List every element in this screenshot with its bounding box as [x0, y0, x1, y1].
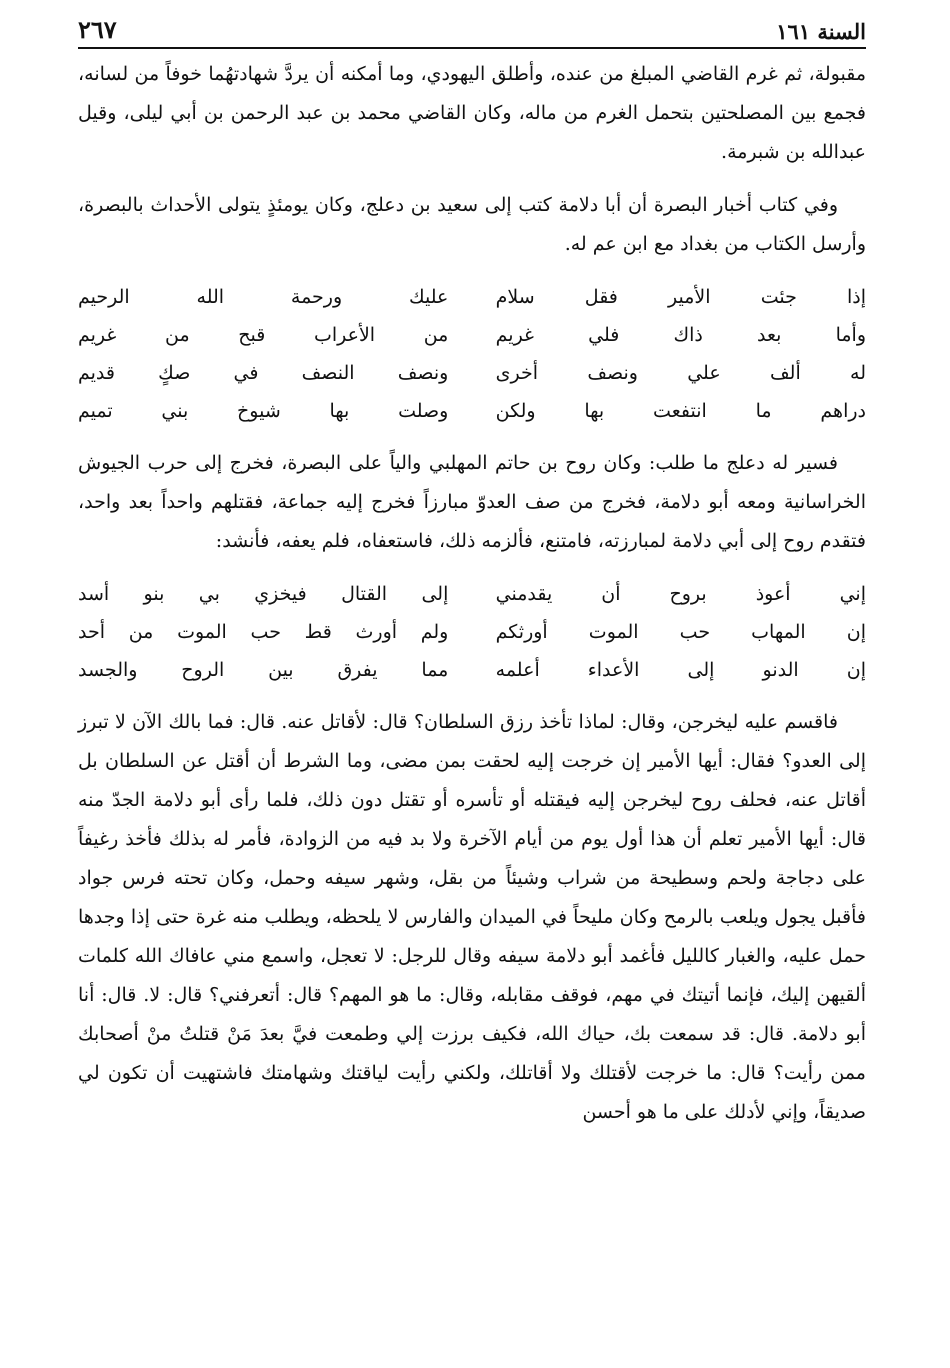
- page-header: [78, 10, 866, 44]
- poem-1: [78, 278, 866, 430]
- body-text: [78, 55, 866, 1132]
- paragraph-1: مقبولة، ثم غرم القاضي المبلغ من عنده، وأطلق اليهودي، وما أمكنه أن يردَّ شهادتهُما خوفاً من لسانه، فجمع بين المصلحتين بتحمل الغرم من ماله، وكان القاضي محمد بن عبد الرحمن بن أبي ليلى، وقيل عبدالله بن شبرمة.: [78, 63, 866, 163]
- verse-first-hemistich: دراهم ما انتفعت بها ولكن: [495, 400, 866, 422]
- header-rule: [78, 47, 866, 49]
- running-head: السنة ١٦١: [776, 19, 866, 44]
- verse-second-hemistich: وصلت بها شيوخ بني تميم: [78, 400, 449, 422]
- verse: [78, 392, 866, 430]
- verse-first-hemistich: إني أعوذ بروح أن يقدمني: [495, 583, 866, 605]
- verse-first-hemistich: إن الدنو إلى الأعداء أعلمه: [495, 659, 866, 681]
- verse-second-hemistich: عليك ورحمة الله الرحيم: [78, 286, 449, 308]
- verse-second-hemistich: مما يفرق بين الروح والجسد: [78, 659, 449, 681]
- paragraph-3: فسير له دعلج ما طلب: وكان روح بن حاتم المهلبي والياً على البصرة، فخرج إلى حرب الجيوش الخراسانية ومعه أبو دلامة، فخرج من صف العدوّ مبارزاً فخرج إليه جماعة، فقتلهم واحداً بعد واحد، فتقدم روح إلى أبي دلامة لمبارزته، فامتنع، فألزمه ذلك، فاستعفاه، فلم يعفه، فأنشد:: [78, 452, 866, 552]
- verse: [78, 613, 866, 651]
- verse: [78, 316, 866, 354]
- spacer: [78, 264, 866, 278]
- spacer: [78, 430, 866, 444]
- verse-first-hemistich: وأما بعد ذاك فلي غريم: [495, 324, 866, 346]
- paragraph-4: فاقسم عليه ليخرجن، وقال: لماذا تأخذ رزق السلطان؟ قال: لأقاتل عنه. قال: فما بالك الآن لا تبرز إلى العدو؟ فقال: أيها الأمير إن خرجت إليه لحقت بمن مضى، وما الشرط أن أقتل عن السلطان بل أقاتل عنه، فحلف روح ليخرجن إليه فيقتله أو تأسره أو تقتل دون ذلك، فلما رأى أبو دلامة الجدّ منه قال: أيها الأمير تعلم أن هذا أول يوم من أيام الآخرة ولا بد فيه من الزوادة، فأمر له بذلك فأخذ رغيفاً على دجاجة ولحم وسطيحة من شراب وشيئاً من بقل، وشهر سيفه وحمل، وكان تحته فرس جواد فأقبل يجول ويلعب بالرمح وكان مليحاً في الميدان والفارس لا يلحظه، ويطلب منه غرة حتى إذا وجدها حمل عليه، والغبار كالليل فأغمد أبو دلامة سيفه وقال للرجل: لا تعجل، واسمع مني عافاك الله كلمات ألقيهن إليك، فإنما أتيتك في مهم، فوقف مقابله، وقال: ما هو المهم؟ قال: أتعرفني؟ قال: لا. قال: أنا أبو دلامة. قال: قد سمعت بك، حياك الله، فكيف برزت إلي وطمعت فيَّ بعدَ مَنْ قتلتُ منْ أصحابك ممن رأيت؟ قال: ما خرجت لأقتلك ولا أقاتلك، ولكني رأيت لياقتك وشهامتك فاشتهيت أن تكون لي صديقاً، وإني لأدلك على ما هو أحسن: [78, 711, 866, 1123]
- verse-second-hemistich: ونصف النصف في صكٍ قديم: [78, 362, 449, 384]
- verse: [78, 278, 866, 316]
- verse-second-hemistich: إلى القتال فيخزي بي بنو أسد: [78, 583, 449, 605]
- verse: [78, 575, 866, 613]
- page-number: ٢٦٧: [78, 15, 117, 44]
- verse-first-hemistich: إذا جئت الأمير فقل سلام: [495, 286, 866, 308]
- verse: [78, 354, 866, 392]
- poem-2: [78, 575, 866, 689]
- spacer: [78, 561, 866, 575]
- verse-second-hemistich: من الأعراب قبح من غريم: [78, 324, 449, 346]
- spacer: [78, 172, 866, 186]
- verse-first-hemistich: له ألف علي ونصف أخرى: [495, 362, 866, 384]
- verse: [78, 651, 866, 689]
- verse-first-hemistich: إن المهاب حب الموت أورثكم: [495, 621, 866, 643]
- paragraph-2: وفي كتاب أخبار البصرة أن أبا دلامة كتب إلى سعيد بن دعلج، وكان يومئذٍ يتولى الأحداث بالبصرة، وأرسل الكتاب من بغداد مع ابن عم له.: [78, 194, 866, 255]
- verse-second-hemistich: ولم أورث قط حب الموت من أحد: [78, 621, 449, 643]
- spacer: [78, 689, 866, 703]
